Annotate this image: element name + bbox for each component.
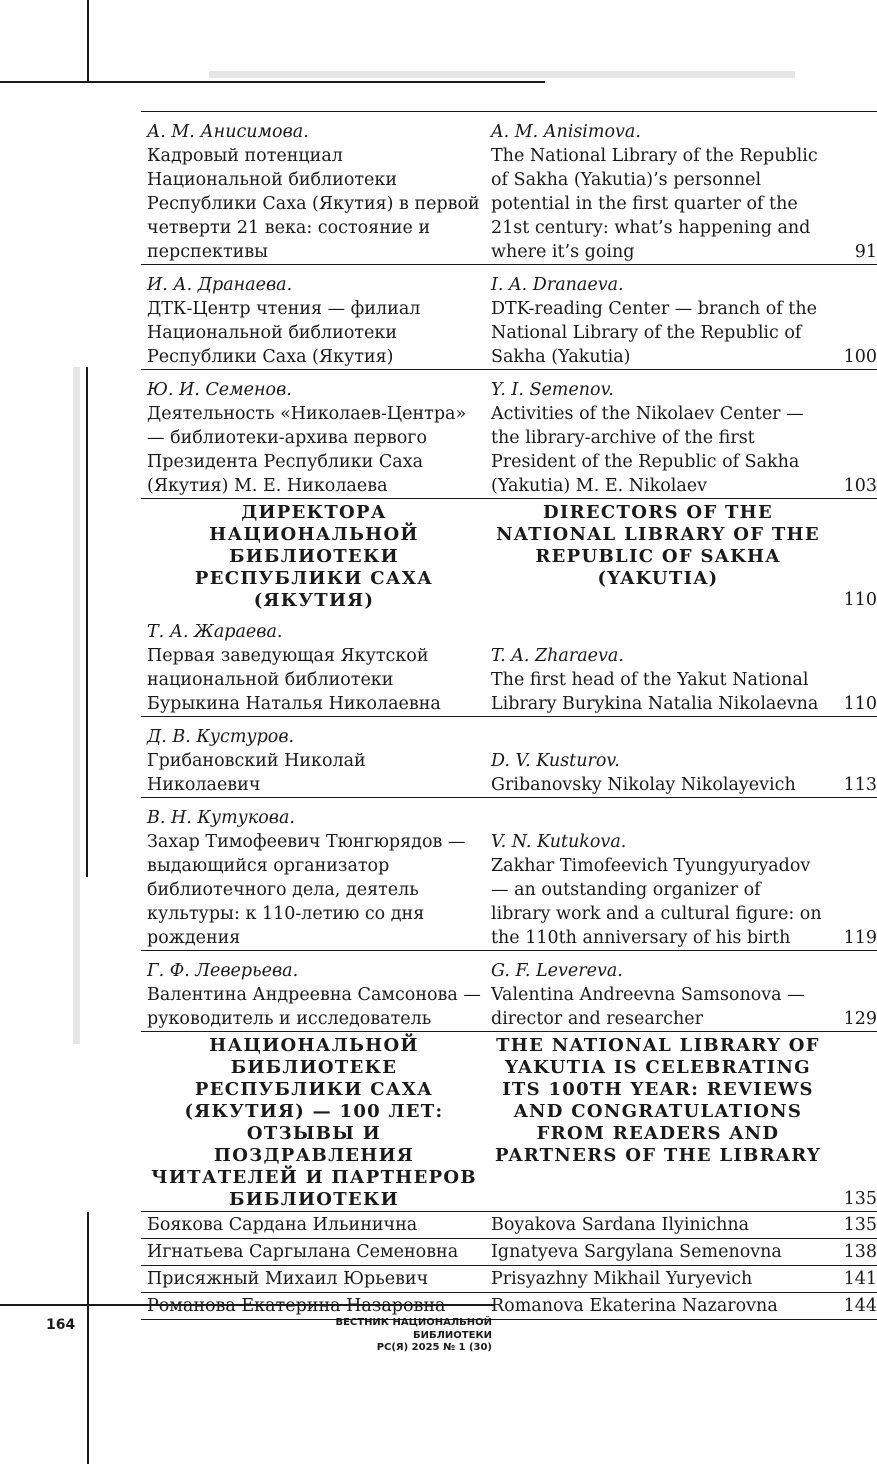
top-horizontal-rule <box>0 81 545 83</box>
page-number: 164 <box>46 1317 76 1333</box>
toc-entry[interactable] <box>141 717 877 798</box>
journal-title <box>300 1317 492 1355</box>
page-ref: 141 <box>829 1266 877 1293</box>
ru-author: Д. В. Кустуров. <box>147 727 295 747</box>
en-title: Valentina Andreevna Samsonova — director and researcher <box>491 985 805 1029</box>
toc-ru-cell <box>141 717 485 798</box>
section-title-en: DIRECTORS OF THE NATIONAL LIBRARY OF THE REPUBLIC OF SAKHA (YAKUTIA) <box>496 502 820 589</box>
toc-en-cell <box>485 370 829 499</box>
ru-author: А. М. Анисимова. <box>147 122 309 142</box>
toc-en-cell <box>485 612 829 717</box>
section-title-en: THE NATIONAL LIBRARY OF YAKUTIA IS CELEBRATING ITS 100TH YEAR: REVIEWS AND CONGRATULATIONS FROM READERS AND PARTNERS OF THE LIBRARY <box>494 1035 822 1166</box>
toc-ru-cell <box>141 370 485 499</box>
toc-entry[interactable] <box>141 1239 877 1266</box>
toc-entry[interactable] <box>141 798 877 951</box>
en-author: Y. I. Semenov. <box>491 380 614 400</box>
toc-en-cell <box>485 798 829 951</box>
toc-section-heading[interactable] <box>141 499 877 613</box>
ru-author: И. А. Дранаева. <box>147 275 293 295</box>
en-title: Zakhar Timofeevich Tyungyuryadov — an outstanding organizer of library work and a cultural figure: on the 110th anniversary of his birth <box>491 856 822 948</box>
section-title-ru: НАЦИОНАЛЬНОЙ БИБЛИОТЕКЕ РЕСПУБЛИКИ САХА (ЯКУТИЯ) — 100 ЛЕТ: ОТЗЫВЫ И ПОЗДРАВЛЕНИЯ ЧИТАТЕЛЕЙ И ПАРТНЕРОВ БИБЛИОТЕКИ <box>151 1035 477 1210</box>
toc-ru-cell <box>141 951 485 1032</box>
toc-entry[interactable] <box>141 265 877 370</box>
page-ref: 110 <box>843 590 877 610</box>
page-ref: 138 <box>829 1239 877 1266</box>
toc-entry[interactable] <box>141 1293 877 1320</box>
toc-entry[interactable] <box>141 1212 877 1239</box>
toc-ru-cell <box>141 265 485 370</box>
toc-ru-cell <box>141 798 485 951</box>
ru-title: ДТК-Центр чтения — филиал Национальной библиотеки Республики Саха (Якутия) <box>147 299 421 367</box>
toc-section-heading[interactable] <box>141 1032 877 1212</box>
journal-issue: РС(Я) 2025 № 1 (30) <box>376 1342 492 1353</box>
left-vertical-rule <box>86 367 88 877</box>
toc-en-cell <box>485 112 829 265</box>
page-ref: 119 <box>829 798 877 951</box>
en-author: T. A. Zharaeva. <box>491 646 624 666</box>
ru-title: Деятельность «Николаев-Центра» — библиотеки-архива первого Президента Республики Саха (Якутия) М. Е. Николаева <box>147 404 467 496</box>
ru-name: Игнатьева Саргылана Семеновна <box>141 1239 485 1266</box>
toc-en-cell <box>485 951 829 1032</box>
en-author: G. F. Levereva. <box>491 961 623 981</box>
section-title-ru: ДИРЕКТОРА НАЦИОНАЛЬНОЙ БИБЛИОТЕКИ РЕСПУБЛИКИ САХА (ЯКУТИЯ) <box>194 502 434 611</box>
ru-title: Захар Тимофеевич Тюнгюрядов — выдающийся организатор библиотечного дела, деятель культуры: к 110-летию со дня рождения <box>147 832 466 948</box>
en-title: The first head of the Yakut National Library Burykina Natalia Nikolaevna <box>491 670 819 714</box>
bottom-vertical-rule <box>87 1212 89 1464</box>
toc-entry[interactable] <box>141 951 877 1032</box>
ru-name: Боякова Сардана Ильинична <box>141 1212 485 1239</box>
ru-name: Присяжный Михаил Юрьевич <box>141 1266 485 1293</box>
left-grey-bar <box>73 367 80 1044</box>
page-ref: 113 <box>829 717 877 798</box>
toc-entry[interactable] <box>141 1266 877 1293</box>
ru-title: Валентина Андреевна Самсонова — руководитель и исследователь <box>147 985 481 1029</box>
en-author: D. V. Kusturov. <box>491 751 620 771</box>
ru-author: В. Н. Кутукова. <box>147 808 295 828</box>
journal-title-line: БИБЛИОТЕКИ <box>413 1329 492 1341</box>
en-title: DTK-reading Center — branch of the National Library of the Republic of Sakha (Yakutia) <box>491 299 817 367</box>
top-grey-bar <box>209 71 795 78</box>
en-name: Romanova Ekaterina Nazarovna <box>485 1293 829 1320</box>
en-author: V. N. Kutukova. <box>491 832 627 852</box>
en-name: Prisyazhny Mikhail Yuryevich <box>485 1266 829 1293</box>
page-ref: 135 <box>829 1212 877 1239</box>
toc-ru-cell <box>141 112 485 265</box>
toc-ru-cell <box>141 612 485 717</box>
toc-en-cell <box>485 717 829 798</box>
en-title: The National Library of the Republic of Sakha (Yakutia)’s personnel potential in the first quarter of the 21st century: what’s happening and where it’s going <box>491 146 818 262</box>
page-ref: 110 <box>829 612 877 717</box>
ru-title: Первая заведующая Якутской национальной библиотеки Бурыкина Наталья Николаевна <box>147 646 441 714</box>
en-author: I. A. Dranaeva. <box>491 275 624 295</box>
ru-name: Романова Екатерина Назаровна <box>141 1293 485 1320</box>
page-ref: 100 <box>829 265 877 370</box>
ru-author: Г. Ф. Леверьева. <box>147 961 299 981</box>
toc-entry[interactable] <box>141 112 877 265</box>
ru-author: Т. А. Жараева. <box>147 622 283 642</box>
ru-title: Грибановский Николай Николаевич <box>147 751 366 795</box>
toc-entry[interactable] <box>141 612 877 717</box>
toc-en-cell <box>485 265 829 370</box>
page-ref: 135 <box>843 1189 877 1209</box>
en-name: Ignatyeva Sargylana Semenovna <box>485 1239 829 1266</box>
table-of-contents <box>141 111 877 1320</box>
en-name: Boyakova Sardana Ilyinichna <box>485 1212 829 1239</box>
page-ref: 129 <box>829 951 877 1032</box>
en-author: A. M. Anisimova. <box>491 122 641 142</box>
page-ref: 91 <box>829 112 877 265</box>
ru-title: Кадровый потенциал Национальной библиотеки Республики Саха (Якутия) в первой четверти 21 века: состояние и перспективы <box>147 146 480 262</box>
en-title: Gribanovsky Nikolay Nikolayevich <box>491 775 796 795</box>
ru-author: Ю. И. Семенов. <box>147 380 292 400</box>
en-title: Activities of the Nikolaev Center — the library-archive of the first President of the Republic of Sakha (Yakutia) M. E. Nikolaev <box>491 404 804 496</box>
page-ref: 103 <box>829 370 877 499</box>
top-vertical-rule <box>87 0 89 82</box>
page-ref: 144 <box>829 1293 877 1320</box>
journal-title-line: ВЕСТНИК НАЦИОНАЛЬНОЙ <box>335 1317 492 1328</box>
toc-entry[interactable] <box>141 370 877 499</box>
